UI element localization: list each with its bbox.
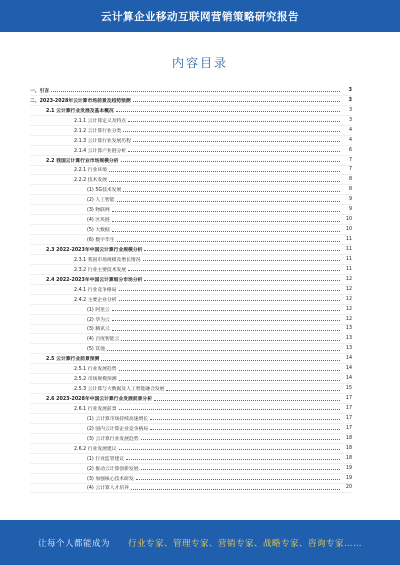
- toc-entry[interactable]: [30, 156, 352, 166]
- toc-entry-text: 2.4.2 主要企业分析: [74, 297, 117, 303]
- toc-dot-leader: [150, 428, 340, 430]
- toc-entry[interactable]: [30, 255, 352, 265]
- toc-page-number: 11: [345, 246, 352, 252]
- toc-page-number: 3: [348, 107, 352, 113]
- toc-dot-leader: [112, 220, 340, 222]
- toc-entry[interactable]: [30, 275, 352, 285]
- toc-entry[interactable]: [30, 126, 352, 136]
- toc-page-number: 11: [345, 256, 352, 262]
- toc-entry-text: (3) 腾讯云: [87, 327, 110, 333]
- document-footer: [0, 520, 400, 565]
- toc-entry[interactable]: [30, 434, 352, 444]
- toc-page-number: 17: [345, 405, 352, 411]
- toc-entry[interactable]: [30, 484, 352, 494]
- toc-dot-leader: [119, 448, 340, 450]
- toc-dot-leader: [119, 289, 340, 291]
- toc-entry[interactable]: [30, 225, 352, 235]
- toc-page-number: 6: [348, 147, 352, 153]
- toc-dot-leader: [109, 180, 340, 182]
- toc-dot-leader: [112, 329, 340, 331]
- toc-entry-text: 2.5.1 行业发展趋势: [74, 367, 117, 373]
- toc-entry-text: (3) 云计算行业发展趋势: [87, 436, 139, 442]
- toc-dot-leader: [136, 478, 340, 480]
- toc-page-number: 8: [348, 187, 352, 193]
- toc-entry-text: 2.6.2 行业发展建议: [74, 446, 117, 452]
- toc-entry-text: 一、引言: [30, 88, 50, 94]
- toc-entry[interactable]: [30, 325, 352, 335]
- toc-entry[interactable]: [30, 96, 352, 106]
- toc-entry[interactable]: [30, 414, 352, 424]
- toc-dot-leader: [143, 259, 341, 261]
- toc-page-number: 7: [348, 167, 352, 173]
- toc-heading: 内容目录: [171, 56, 228, 70]
- toc-entry-text: 2.2.1 行业环境: [74, 168, 107, 174]
- toc-page-number: 18: [345, 445, 352, 451]
- toc-entry[interactable]: [30, 394, 352, 404]
- toc-entry-text: 2.1.1 云计算定义及特点: [74, 118, 127, 124]
- toc-entry[interactable]: [30, 384, 352, 394]
- toc-entry[interactable]: [30, 344, 352, 354]
- toc-page-number: 15: [345, 386, 352, 392]
- toc-entry[interactable]: [30, 285, 352, 295]
- toc-page-number: 19: [345, 475, 352, 481]
- toc-entry-text: 2.4.1 行业竞争格局: [74, 287, 117, 293]
- toc-dot-leader: [112, 230, 340, 232]
- toc-entry-text: (2) 华为云: [87, 317, 110, 323]
- toc-entry[interactable]: [30, 205, 352, 215]
- toc-entry-text: 2.5.3 云计算与大数据及人工智能融合发展: [74, 387, 165, 393]
- toc-entry[interactable]: [30, 195, 352, 205]
- toc-dot-leader: [51, 90, 340, 92]
- toc-dot-leader: [119, 379, 340, 381]
- toc-dot-leader: [166, 389, 340, 391]
- toc-page-number: 17: [345, 415, 352, 421]
- toc-page-number: 20: [345, 485, 352, 491]
- toc-page-number: 3: [348, 117, 352, 123]
- toc-dot-leader: [123, 130, 340, 132]
- toc-dot-leader: [119, 408, 340, 410]
- toc-dot-leader: [101, 359, 340, 361]
- toc-dot-leader: [131, 488, 340, 490]
- toc-entry-text: (2) 国内云计算企业竞争格局: [87, 426, 149, 432]
- toc-page-number: 3: [348, 97, 352, 103]
- toc-entry[interactable]: [30, 136, 352, 146]
- toc-entry-text: 2.1.2 云计算行业分类: [74, 128, 122, 134]
- toc-dot-leader: [109, 170, 340, 172]
- toc-entry[interactable]: [30, 215, 352, 225]
- toc-entry[interactable]: [30, 146, 352, 156]
- toc-dot-leader: [123, 190, 340, 192]
- toc-entry-text: (4) 云计算人才培养: [87, 486, 129, 492]
- toc-dot-leader: [141, 468, 341, 470]
- toc-page-number: 19: [345, 465, 352, 471]
- toc-page-number: 13: [345, 336, 352, 342]
- toc-entry-text: (5) 其他: [87, 347, 105, 353]
- toc-entry[interactable]: [30, 235, 352, 245]
- toc-dot-leader: [121, 339, 340, 341]
- toc-entry-text: 2.6.1 行业发展前景: [74, 406, 117, 412]
- toc-dot-leader: [128, 120, 340, 122]
- toc-page-number: 4: [348, 127, 352, 133]
- toc-entry[interactable]: [30, 474, 352, 484]
- toc-page-number: 12: [345, 276, 352, 282]
- toc-page-number: 14: [345, 366, 352, 372]
- document-title: 云计算企业移动互联网营销策略研究报告: [101, 10, 299, 23]
- toc-dot-leader: [133, 140, 340, 142]
- toc-page-number: 13: [345, 326, 352, 332]
- toc-dot-leader: [154, 399, 340, 401]
- toc-page-number: 12: [345, 296, 352, 302]
- toc-page-number: 17: [345, 425, 352, 431]
- toc-page-number: 14: [345, 376, 352, 382]
- toc-entry-text: (5) 大数据: [87, 228, 110, 234]
- toc-page-number: 10: [345, 227, 352, 233]
- toc-page-number: 11: [345, 237, 352, 243]
- toc-entry[interactable]: [30, 166, 352, 176]
- toc-entry[interactable]: [30, 185, 352, 195]
- toc-dot-leader: [116, 110, 340, 112]
- toc-entry-text: 2.2 我国云计算行业市场规模分析: [46, 158, 119, 164]
- toc-entry-text: 2.3 2022-2023年中国云计算行业规模分析: [46, 247, 143, 253]
- footer-slogan: 让每个人都能成为: [37, 538, 110, 549]
- toc-entry-text: (1) 5G技术发展: [87, 188, 122, 194]
- toc-entry[interactable]: [30, 245, 352, 255]
- toc-entry-text: (2) 推动云计算创新发展: [87, 466, 139, 472]
- toc-entry-text: (4) 区块链: [87, 218, 110, 224]
- toc-entry[interactable]: [30, 295, 352, 305]
- footer-tags: 行业专家、管理专家、营销专家、战略专家、咨询专家……: [128, 538, 363, 549]
- toc-page-number: 9: [348, 207, 352, 213]
- toc-page-number: 14: [345, 356, 352, 362]
- toc-entry-text: (1) 行业监管建议: [87, 456, 125, 462]
- toc-entry-text: (4) 百度智能云: [87, 337, 120, 343]
- toc-entry-text: (1) 云计算市场持续高速增长: [87, 416, 149, 422]
- toc-entry[interactable]: [30, 404, 352, 414]
- toc-dot-leader: [112, 319, 340, 321]
- toc-dot-leader: [141, 438, 341, 440]
- toc-entry-text: 2.1 云计算行业发展及基本概况: [46, 108, 114, 114]
- toc-entry-text: 2.4 2022-2023年中国云计算细分市场分析: [46, 277, 143, 283]
- toc-dot-leader: [119, 299, 340, 301]
- toc-entry-text: 2.1.3 云计算行业发展历程: [74, 138, 131, 144]
- toc-entry[interactable]: [30, 106, 352, 116]
- toc-page-number: 4: [348, 137, 352, 143]
- toc-page-number: 7: [348, 157, 352, 163]
- toc-entry-text: 2.1.4 云计算产业链分析: [74, 148, 127, 154]
- toc-dot-leader: [107, 349, 340, 351]
- toc-page-number: 8: [348, 177, 352, 183]
- toc-entry-text: (3) 加强核心技术研发: [87, 476, 134, 482]
- toc-page-number: 9: [348, 197, 352, 203]
- toc-page-number: 18: [345, 435, 352, 441]
- toc-entry-text: 二、2023-2028年云计算市场前景及趋势预测: [30, 98, 131, 104]
- toc-entry[interactable]: [30, 364, 352, 374]
- toc-page-number: 12: [345, 316, 352, 322]
- toc-entry-text: (2) 人工智能: [87, 198, 115, 204]
- document-header: [0, 0, 400, 32]
- toc-dot-leader: [144, 249, 340, 251]
- toc-entry[interactable]: [30, 374, 352, 384]
- toc-page-number: 10: [345, 217, 352, 223]
- toc-entry-text: 2.3.2 行业主要技术发展: [74, 267, 127, 273]
- toc-entry[interactable]: [30, 116, 352, 126]
- toc-dot-leader: [121, 160, 340, 162]
- toc-dot-leader: [112, 210, 340, 212]
- toc-entry[interactable]: [30, 305, 352, 315]
- toc-dot-leader: [112, 309, 340, 311]
- toc-entry-text: 2.3.1 我国市场规模及增长情况: [74, 257, 141, 263]
- toc-entry-text: 2.5 云计算行业前景预测: [46, 357, 100, 363]
- toc-entry[interactable]: [30, 354, 352, 364]
- toc-dot-leader: [128, 150, 340, 152]
- toc-page-number: 18: [345, 455, 352, 461]
- table-of-contents: [30, 86, 352, 493]
- toc-dot-leader: [117, 240, 340, 242]
- toc-dot-leader: [119, 369, 340, 371]
- toc-entry[interactable]: [30, 454, 352, 464]
- toc-dot-leader: [133, 100, 340, 102]
- toc-entry[interactable]: [30, 424, 352, 434]
- toc-entry[interactable]: [30, 265, 352, 275]
- toc-entry[interactable]: [30, 175, 352, 185]
- toc-dot-leader: [126, 458, 340, 460]
- toc-entry-text: 2.6 2023-2028年中国云计算行业发展前景分析: [46, 397, 153, 403]
- toc-entry-text: 2.5.2 市场规模预测: [74, 377, 117, 383]
- toc-entry[interactable]: [30, 334, 352, 344]
- toc-entry-text: (3) 物联网: [87, 208, 110, 214]
- toc-dot-leader: [128, 269, 340, 271]
- toc-entry-text: (6) 数字孪生: [87, 238, 115, 244]
- toc-entry-text: (1) 阿里云: [87, 307, 110, 313]
- toc-dot-leader: [144, 279, 340, 281]
- toc-dot-leader: [117, 200, 340, 202]
- toc-page-number: 3: [348, 87, 352, 93]
- toc-dot-leader: [150, 418, 340, 420]
- toc-page-number: 12: [345, 286, 352, 292]
- toc-page-number: 12: [345, 306, 352, 312]
- toc-page-number: 11: [345, 266, 352, 272]
- toc-entry[interactable]: [30, 86, 352, 96]
- toc-entry[interactable]: [30, 315, 352, 325]
- toc-page-number: 17: [345, 396, 352, 402]
- toc-page-number: 13: [345, 346, 352, 352]
- toc-entry[interactable]: [30, 444, 352, 454]
- toc-entry[interactable]: [30, 464, 352, 474]
- toc-entry-text: 2.2.2 技术发展: [74, 178, 107, 184]
